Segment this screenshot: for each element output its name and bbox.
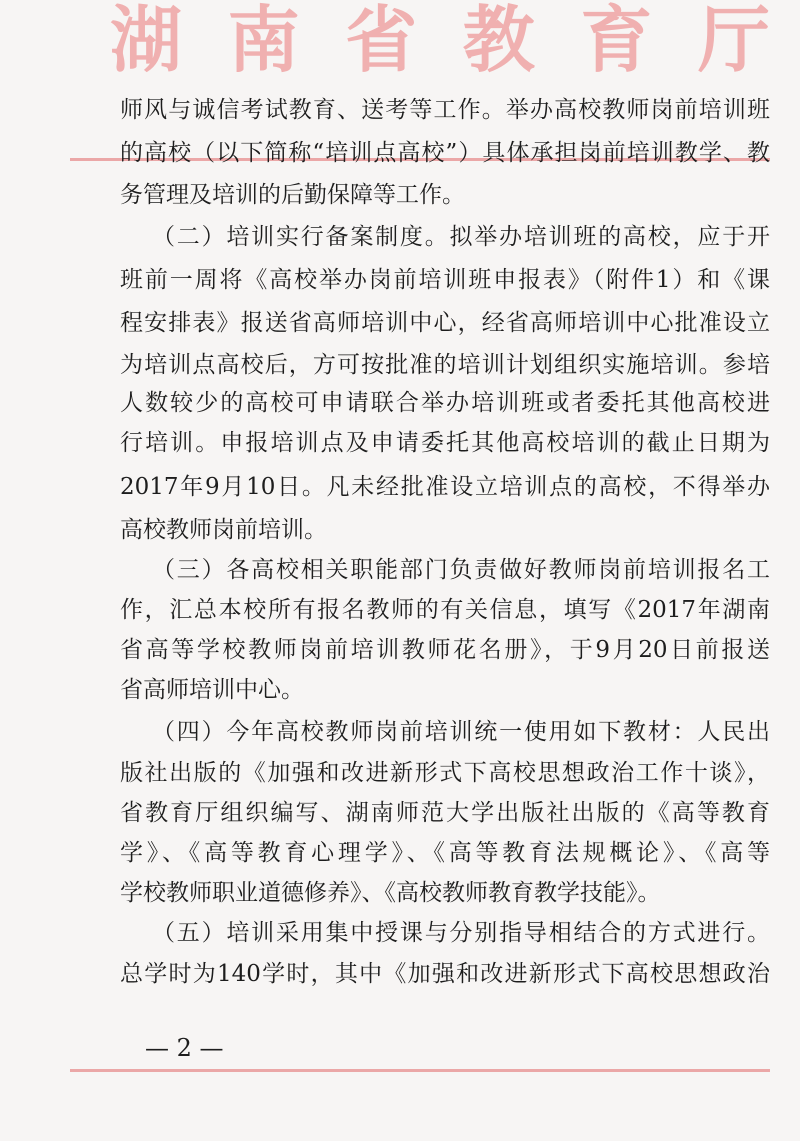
text-line: 的高校（以下简称“培训点高校”）具体承担岗前培训教学、教: [120, 140, 770, 166]
letterhead-title: 湖南省教育厅: [110, 0, 770, 82]
letterhead: [110, 0, 770, 80]
text-line: 省高师培训中心。: [120, 677, 304, 703]
text-line: 学》、《高等教育心理学》、《高等教育法规概论》、《高等: [120, 840, 770, 866]
text-line: 学校教师职业道德修养》、《高校教师教育教学技能》。: [120, 880, 661, 906]
text-line: 班前一周将《高校举办岗前培训班申报表》（附件1）和《课: [120, 267, 770, 293]
footer-rule: [70, 1069, 770, 1072]
text-line: 务管理及培训的后勤保障等工作。: [120, 182, 465, 208]
text-line: （二）培训实行备案制度。拟举办培训班的高校，应于开: [152, 224, 770, 250]
text-line: （四）今年高校教师岗前培训统一使用如下教材：人民出: [152, 719, 770, 745]
text-line: 省教育厅组织编写、湖南师范大学出版社出版的《高等教育: [120, 800, 770, 826]
text-line: 人数较少的高校可申请联合举办培训班或者委托其他高校进: [120, 390, 770, 416]
text-line: 版社出版的《加强和改进新形式下高校思想政治工作十谈》，: [120, 760, 770, 786]
text-line: 行培训。申报培训点及申请委托其他高校培训的截止日期为: [120, 430, 770, 456]
text-line: 高校教师岗前培训。: [120, 517, 327, 543]
text-line: 为培训点高校后，方可按批准的培训计划组织实施培训。参培: [120, 352, 770, 378]
text-line: （三）各高校相关职能部门负责做好教师岗前培训报名工: [152, 557, 770, 583]
text-line: 总学时为140学时，其中《加强和改进新形式下高校思想政治: [120, 961, 770, 987]
page-number: — 2 —: [145, 1034, 224, 1062]
text-line: 省高等学校教师岗前培训教师花名册》，于9月20日前报送: [120, 637, 770, 663]
text-line: 2017年9月10日。凡未经批准设立培训点的高校，不得举办: [120, 474, 770, 500]
text-line: 作，汇总本校所有报名教师的有关信息，填写《2017年湖南: [120, 597, 770, 623]
text-line: 师风与诚信考试教育、送考等工作。举办高校教师岗前培训班: [120, 97, 770, 123]
text-line: 程安排表》报送省高师培训中心，经省高师培训中心批准设立: [120, 310, 770, 336]
text-line: （五）培训采用集中授课与分别指导相结合的方式进行。: [152, 920, 770, 946]
